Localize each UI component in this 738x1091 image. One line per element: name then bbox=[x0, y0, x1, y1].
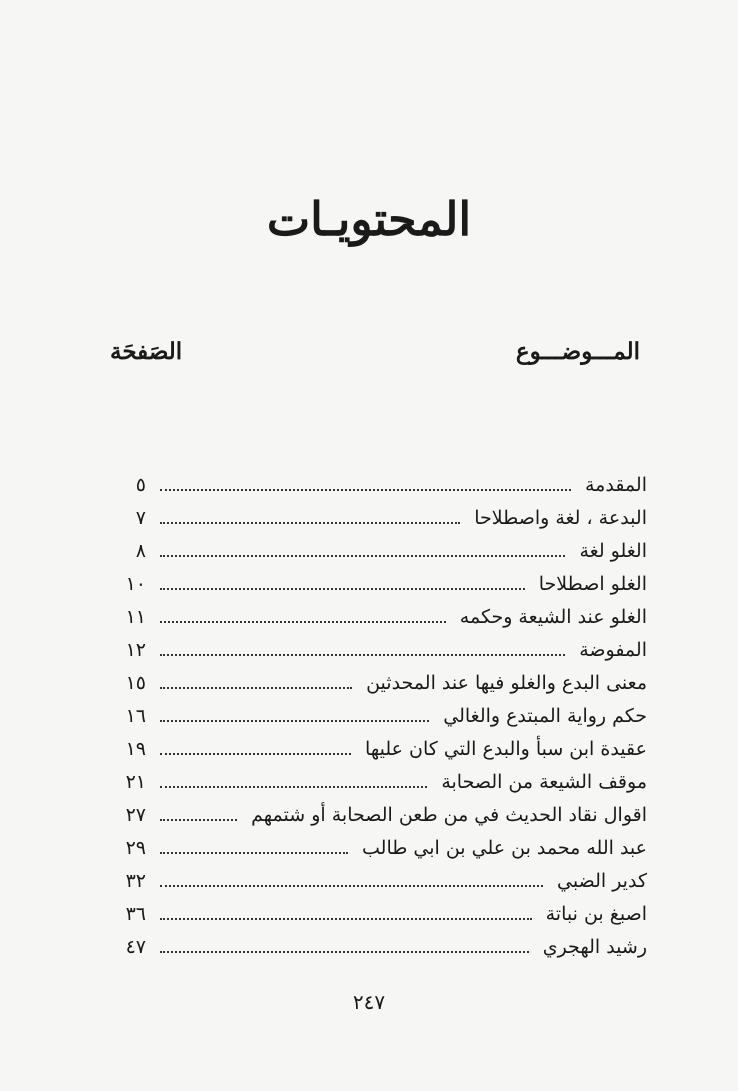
toc-entry-page: ٥ bbox=[135, 474, 146, 496]
toc-entry-page: ١٦ bbox=[125, 705, 146, 727]
toc-entry-page: ١٩ bbox=[125, 738, 146, 760]
toc-entry-page: ٣٦ bbox=[125, 903, 146, 925]
topic-column-heading: المـــوضـــوع bbox=[515, 338, 640, 365]
toc-entry-label: عبد الله محمد بن علي بن ابي طالب bbox=[362, 837, 647, 859]
toc-entry bbox=[112, 794, 647, 827]
toc-entry-page: ٢١ bbox=[125, 771, 146, 793]
toc-entry bbox=[112, 695, 647, 728]
toc-entry-page: ١٢ bbox=[125, 639, 146, 661]
toc-entry-label: المفوضة bbox=[579, 639, 647, 661]
toc-entry-page: ٨ bbox=[135, 540, 146, 562]
toc-entry bbox=[112, 530, 647, 563]
toc-entry bbox=[112, 761, 647, 794]
dot-leader bbox=[160, 621, 446, 623]
dot-leader bbox=[160, 720, 429, 722]
dot-leader bbox=[160, 885, 543, 887]
toc-entry-label: البدعة ، لغة واصطلاحا bbox=[474, 507, 647, 529]
page-number: ٢٤٧ bbox=[352, 990, 386, 1014]
table-of-contents bbox=[112, 464, 647, 959]
toc-entry bbox=[112, 662, 647, 695]
toc-entry-page: ٢٩ bbox=[125, 837, 146, 859]
toc-entry-label: الغلو اصطلاحا bbox=[538, 573, 647, 595]
dot-leader bbox=[160, 687, 352, 689]
toc-entry-label: المقدمة bbox=[584, 474, 647, 496]
toc-entry-page: ٧ bbox=[135, 507, 146, 529]
toc-entry-label: اصبغ بن نباتة bbox=[545, 903, 647, 925]
toc-entry-label: الغلو لغة bbox=[579, 540, 647, 562]
toc-header bbox=[110, 338, 640, 365]
toc-entry-page: ٣٢ bbox=[125, 870, 146, 892]
toc-entry-label: معنى البدع والغلو فيها عند المحدثين bbox=[366, 672, 647, 694]
toc-entry-label: رشيد الهجري bbox=[542, 936, 647, 958]
dot-leader bbox=[160, 819, 237, 821]
toc-entry-label: كدير الضبي bbox=[557, 870, 647, 892]
toc-entry-label: عقيدة ابن سبأ والبدع التي كان عليها bbox=[365, 738, 647, 760]
dot-leader bbox=[160, 489, 571, 491]
toc-entry-label: حكم رواية المبتدع والغالي bbox=[443, 705, 647, 727]
toc-entry bbox=[112, 596, 647, 629]
toc-entry-page: ٤٧ bbox=[125, 936, 146, 958]
toc-entry bbox=[112, 497, 647, 530]
toc-entry bbox=[112, 728, 647, 761]
toc-entry-label: اقوال نقاد الحديث في من طعن الصحابة أو شتمهم bbox=[251, 804, 647, 826]
toc-entry-page: ١٥ bbox=[125, 672, 146, 694]
toc-entry bbox=[112, 827, 647, 860]
toc-entry-page: ١١ bbox=[125, 606, 146, 628]
toc-entry bbox=[112, 629, 647, 662]
toc-entry-label: موقف الشيعة من الصحابة bbox=[441, 771, 647, 793]
dot-leader bbox=[160, 588, 525, 590]
dot-leader bbox=[160, 555, 565, 557]
dot-leader bbox=[160, 786, 427, 788]
page-title: المحتويـات bbox=[266, 192, 472, 246]
dot-leader bbox=[160, 951, 529, 953]
toc-entry bbox=[112, 926, 647, 959]
toc-entry bbox=[112, 893, 647, 926]
toc-entry-page: ١٠ bbox=[125, 573, 146, 595]
dot-leader bbox=[160, 753, 351, 755]
toc-entry bbox=[112, 563, 647, 596]
toc-entry bbox=[112, 860, 647, 893]
toc-entry-label: الغلو عند الشيعة وحكمه bbox=[459, 606, 647, 628]
dot-leader bbox=[160, 522, 460, 524]
dot-leader bbox=[160, 852, 348, 854]
toc-entry bbox=[112, 464, 647, 497]
page-column-heading: الصَفحَة bbox=[110, 338, 183, 365]
dot-leader bbox=[160, 654, 565, 656]
toc-entry-page: ٢٧ bbox=[125, 804, 146, 826]
dot-leader bbox=[160, 918, 532, 920]
